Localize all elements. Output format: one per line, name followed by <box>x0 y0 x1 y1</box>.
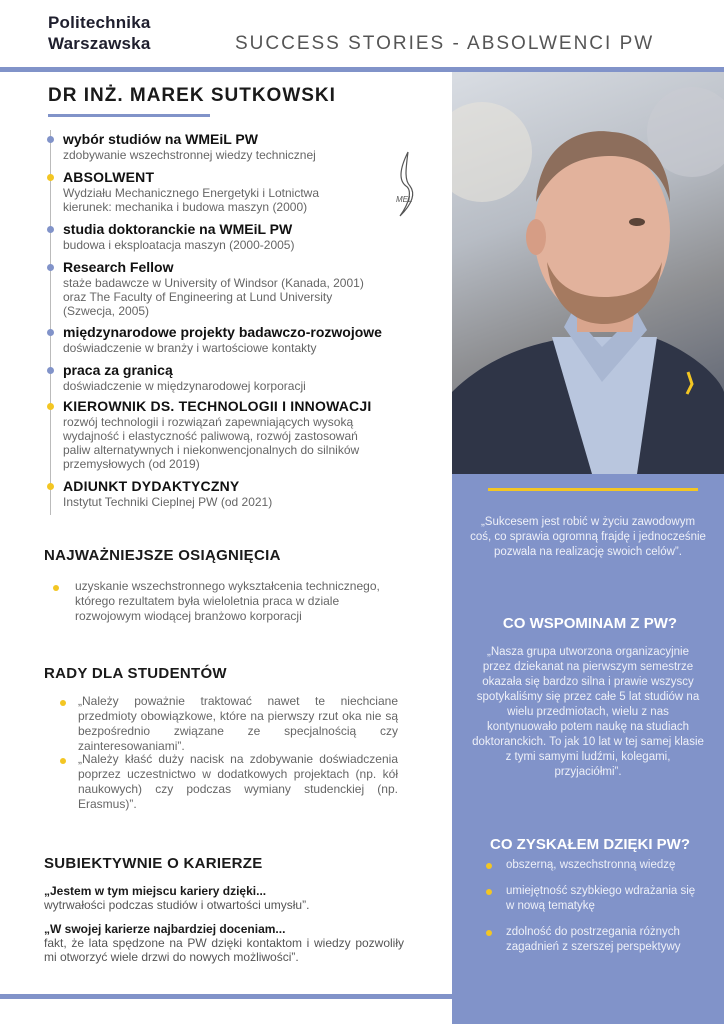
timeline-item <box>63 259 443 318</box>
timeline-item <box>63 221 443 252</box>
career-quote-1-lead: „Jestem w tym miejscu kariery dzięki... <box>44 884 267 898</box>
memories-heading: CO WSPOMINAM Z PW? <box>502 615 678 632</box>
timeline-item-desc: oraz The Faculty of Engineering at Lund University <box>63 290 333 304</box>
footer-divider <box>0 994 452 999</box>
timeline-item-desc: kierunek: mechanika i budowa maszyn (2000) <box>63 200 308 214</box>
timeline-item-desc: doświadczenie w branży i wartościowe kontakty <box>63 341 317 355</box>
timeline-dot-icon <box>47 226 54 233</box>
timeline-item-desc: budowa i eksploatacja maszyn (2000-2005) <box>63 238 295 252</box>
timeline-item-title: Research Fellow <box>63 259 174 275</box>
timeline-dot-icon <box>47 329 54 336</box>
gains-list <box>486 858 706 966</box>
advice-text-2: „Należy kłaść duży nacisk na zdobywanie doświadczenia poprzez uczestnictwo w dodatkowych projektach (np. kół naukowych) czy podczas wymiany studenckiej (np. Erasmus)”. <box>78 752 398 811</box>
advice-heading: RADY DLA STUDENTÓW <box>44 665 227 682</box>
name-underline <box>48 114 210 117</box>
timeline-item-desc: zdobywanie wszechstronnej wiedzy technicznej <box>63 148 316 162</box>
gains-item-text: zdolność do postrzegania różnych zagadnień z szerszej perspektywy <box>506 926 681 953</box>
mel-logo-icon <box>386 150 430 220</box>
logo-line-2: Warszawska <box>48 34 151 53</box>
timeline-item-title: ADIUNKT DYDAKTYCZNY <box>63 478 240 494</box>
advice-bullet-2 <box>60 758 66 764</box>
timeline-item-title: międzynarodowe projekty badawczo-rozwojowe <box>63 324 382 340</box>
timeline-item-desc: Wydziału Mechanicznego Energetyki i Lotnictwa <box>63 186 320 200</box>
timeline-dot-icon <box>47 174 54 181</box>
timeline-item-desc: przemysłowych (od 2019) <box>63 457 200 471</box>
advice-bullet-1 <box>60 700 66 706</box>
gains-item <box>486 858 706 873</box>
logo-line-1: Politechnika <box>48 13 151 32</box>
timeline-dot-icon <box>47 403 54 410</box>
career-quote-1 <box>44 884 404 912</box>
timeline-item-desc: rozwój technologii i rozwiązań zapewniających wysoką <box>63 415 354 429</box>
bullet-dot-icon <box>486 863 492 869</box>
timeline-dot-icon <box>47 264 54 271</box>
quote-divider <box>488 488 698 491</box>
bullet-dot-icon <box>486 889 492 895</box>
timeline-item-desc: wydajność i elastyczność paliwową, rozwój zastosowań <box>63 429 358 443</box>
timeline-item-desc: (Szwecja, 2005) <box>63 304 150 318</box>
advice-text-1: „Należy poważnie traktować nawet te niechciane przedmioty obowiązkowe, które na pierwszy rzut oka nie są bezpośrednio związane ze specjalnością czy zainteresowaniami”. <box>78 694 398 753</box>
gains-heading: CO ZYSKAŁEM DZIĘKI PW? <box>490 836 690 853</box>
career-quote-2 <box>44 922 404 964</box>
timeline-item <box>63 398 443 471</box>
university-logo <box>48 12 151 54</box>
profile-name: DR INŻ. MAREK SUTKOWSKI <box>48 85 336 106</box>
timeline-item-title: ABSOLWENT <box>63 169 155 185</box>
timeline-item-title: KIEROWNIK DS. TECHNOLOGII I INNOWACJI <box>63 398 372 414</box>
timeline-item <box>63 478 443 509</box>
achievement-text: uzyskanie wszechstronnego wykształcenia technicznego, którego rezultatem była wieloletnia praca w dziale rozwojowym wiodącej branżowo korporacji <box>75 579 380 623</box>
achievement-bullet <box>53 585 59 591</box>
bullet-dot-icon <box>486 930 492 936</box>
mel-logo-text: MEL <box>396 195 413 204</box>
timeline-item-title: wybór studiów na WMEiL PW <box>63 131 258 147</box>
timeline-item-desc: staże badawcze w University of Windsor (Kanada, 2001) <box>63 276 364 290</box>
page-header-title: SUCCESS STORIES - ABSOLWENCI PW <box>235 33 655 54</box>
timeline-item <box>63 324 443 355</box>
gains-item <box>486 884 706 914</box>
timeline-item-desc: paliw alternatywnych i niekonwencjonalnych do silników <box>63 443 360 457</box>
career-quote-2-lead: „W swojej karierze najbardziej doceniam... <box>44 922 286 936</box>
timeline-item-desc: Instytut Techniki Cieplnej PW (od 2021) <box>63 495 273 509</box>
career-heading: SUBIEKTYWNIE O KARIERZE <box>44 855 263 872</box>
achievements-heading: NAJWAŻNIEJSZE OSIĄGNIĘCIA <box>44 547 281 564</box>
career-quote-1-text: wytrwałości podczas studiów i otwartości umysłu”. <box>44 898 310 912</box>
timeline-dot-icon <box>47 367 54 374</box>
profile-photo <box>452 72 724 474</box>
timeline-item-desc: doświadczenie w międzynarodowej korporacji <box>63 379 306 393</box>
timeline-dot-icon <box>47 483 54 490</box>
memories-text: „Nasza grupa utworzona organizacyjnie przez dziekanat na pierwszym semestrze okazała się bardzo silna i prawie wszyscy spotykaliśmy się przez całe 5 lat studiów na wielu przedmiotach, wielu z nas kontynuowało potem naukę na studiach doktoranckich. To jak 10 lat w tej samej klasie z tymi samymi ludźmi, kolegami, przyjaciółmi”. <box>472 646 704 778</box>
timeline-line <box>50 130 51 515</box>
gains-item-text: obszerną, wszechstronną wiedzę <box>506 859 676 871</box>
timeline-item-title: studia doktoranckie na WMEiL PW <box>63 221 293 237</box>
motto-quote: „Sukcesem jest robić w życiu zawodowym coś, co sprawia ogromną frajdę i jednocześnie pozwala na realizację swoich celów”. <box>470 516 706 558</box>
timeline-item <box>63 362 443 393</box>
gains-item <box>486 925 706 955</box>
portrait-illustration <box>452 72 724 474</box>
gains-item-text: umiejętność szybkiego wdrażania się w nową tematykę <box>506 885 696 912</box>
career-quote-2-text: fakt, że lata spędzone na PW dzięki kontaktom i wiedzy pozwoliły mi otworzyć wiele drzwi do nowych możliwości”. <box>44 936 404 964</box>
timeline-item-title: praca za granicą <box>63 362 173 378</box>
timeline-dot-icon <box>47 136 54 143</box>
